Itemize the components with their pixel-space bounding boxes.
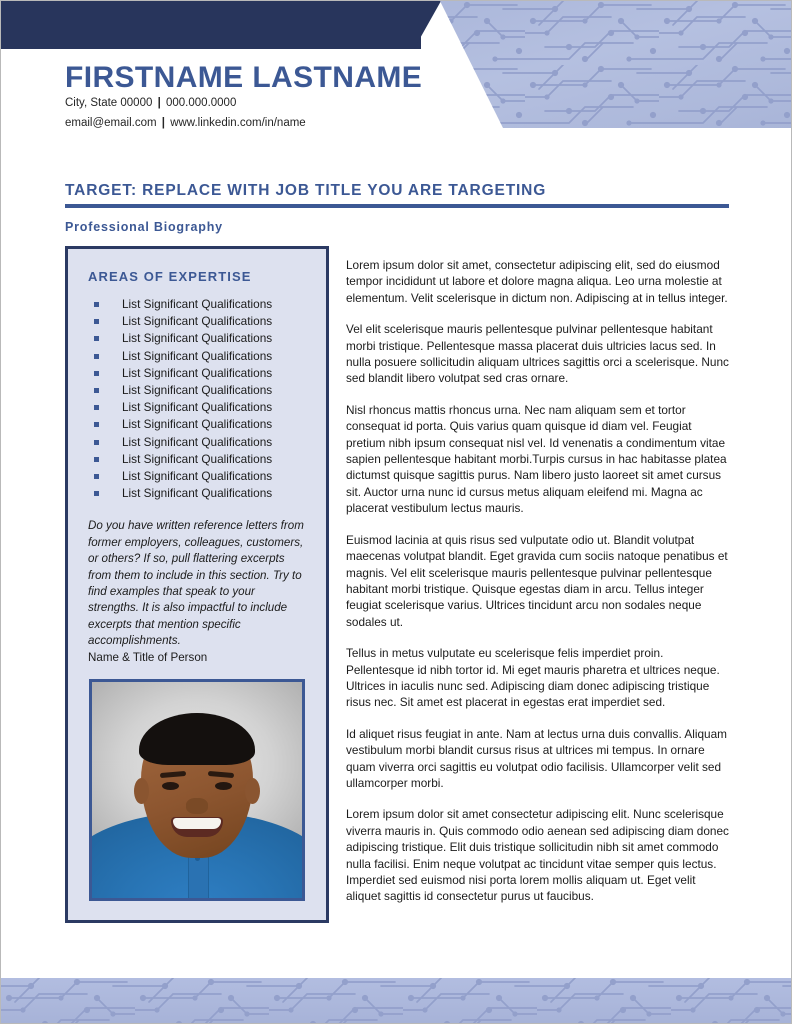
nose-shape: [186, 798, 208, 814]
navy-header-block: [1, 1, 421, 49]
testimonial-attribution: Name & Title of Person: [88, 650, 208, 664]
biography-paragraph: Vel elit scelerisque mauris pellentesque pulvinar pellentesque habitant morbi tristique. Pellentesque massa placerat duis ultricies lacus sed. In nulla posuere sollicitudin aliquam ultrices sagittis orci a scelerisque. Nunc sed blandit libero volutpat sed cras ornare.: [346, 322, 729, 386]
qualifications-list: [84, 296, 310, 502]
navy-header-slant: [381, 1, 441, 49]
eyebrow-right-shape: [208, 771, 234, 778]
contact-location: City, State 00000: [65, 97, 153, 109]
biography-paragraph: Euismod lacinia at quis risus sed vulputate odio ut. Blandit volutpat maecenas volutpat blandit. Eget gravida cum sociis natoque penatibus et magnis. Vel elit scelerisque mauris pellentesque pulvinar pellentesque habitant morbi tristique. Quisque egestas diam in arcu. Tellus integer feugiat scelerisque varius. Ultrices tincidunt arcu non sodales neque sodales ut.: [346, 532, 728, 629]
target-divider-rule: [65, 204, 729, 208]
list-item: List Significant Qualifications: [84, 416, 310, 433]
list-item: List Significant Qualifications: [84, 313, 310, 330]
ear-right-shape: [245, 778, 260, 804]
contact-email[interactable]: email@email.com: [65, 116, 157, 129]
list-item: List Significant Qualifications: [84, 451, 310, 468]
areas-of-expertise-title: AREAS OF EXPERTISE: [88, 269, 252, 284]
contact-linkedin[interactable]: www.linkedin.com/in/name: [170, 116, 306, 129]
list-item: List Significant Qualifications: [84, 382, 310, 399]
contact-separator-1: |: [157, 97, 161, 109]
list-item: List Significant Qualifications: [84, 434, 310, 451]
eye-left-shape: [162, 782, 179, 790]
list-item: List Significant Qualifications: [84, 348, 310, 365]
headshot-photo: [89, 679, 305, 901]
list-item: List Significant Qualifications: [84, 365, 310, 382]
photo-image: [92, 682, 302, 898]
header-circuit-pattern: [391, 1, 792, 128]
page-title: FIRSTNAME LASTNAME: [65, 61, 423, 94]
contact-line-email-linkedin: [65, 115, 422, 133]
biography-paragraph: Lorem ipsum dolor sit amet, consectetur adipiscing elit, sed do eiusmod tempor incididunt ut labore et dolore magna aliqua. Leo urna molestie at elementum. Velit scelerisque in dictum non. Adipiscing at in tellus integer.: [346, 258, 728, 305]
testimonial-instruction-text: Do you have written reference letters from former employers, colleagues, customers, or others? If so, pull flattering excerpts from them to include in this section. Try to find examples that speak to your strengths. It is also impactful to include excerpts that mention specific accomplishments.: [88, 519, 304, 648]
list-item: List Significant Qualifications: [84, 468, 310, 485]
list-item: List Significant Qualifications: [84, 330, 310, 347]
contact-separator-2: |: [161, 116, 165, 129]
list-item: List Significant Qualifications: [84, 399, 310, 416]
contact-line-location-phone: [65, 95, 422, 113]
section-subtitle-professional-biography: Professional Biography: [65, 220, 223, 234]
identity-block: [65, 63, 422, 133]
list-item: List Significant Qualifications: [84, 296, 310, 313]
footer-circuit-pattern: [1, 978, 792, 1023]
ear-left-shape: [134, 778, 149, 804]
biography-paragraph: Lorem ipsum dolor sit amet consectetur adipiscing elit. Nunc scelerisque viverra mauris in. Quis commodo odio aenean sed adipiscing diam donec adipiscing tristique. Elit duis tristique sollicitudin nibh sit amet commodo nulla facilisi. Enim neque volutpat ac tincidunt vitae semper quis lectus. Imperdiet sed euismod nisi porta lorem mollis aliquam ut. Eget velit aliquet sagittis id consectetur purus ut faucibus.: [346, 807, 729, 904]
biography-paragraph: Tellus in metus vulputate eu scelerisque felis imperdiet proin. Pellentesque id nibh tortor id. Mi eget mauris pharetra et ultrices neque. Ultrices in iaculis nunc sed. Adipiscing diam donec adipiscing tristique risus nec. Sit amet est placerat in egestas erat imperdiet sed.: [346, 646, 720, 710]
eyebrow-left-shape: [160, 771, 186, 778]
target-job-title-heading: TARGET: REPLACE WITH JOB TITLE YOU ARE TARGETING: [65, 182, 547, 199]
biography-paragraph: Nisl rhoncus mattis rhoncus urna. Nec nam aliquam sem et tortor consequat id porta. Quis varius quam quisque id diam vel. Feugiat pretium nibh ipsum consequat nisl vel. Id venenatis a condimentum vitae sapien pellentesque habitant morbi.Turpis cursus in hac habitasse platea dictumst quisque sagittis purus. Nam libero justo laoreet sit amet cursus sit. Auctor urna nunc id cursus metus aliquam eleifend mi. Magna ac placerat vestibulum lectus mauris.: [346, 402, 727, 516]
list-item: List Significant Qualifications: [84, 485, 310, 502]
hair-shape: [139, 713, 255, 765]
eye-right-shape: [215, 782, 232, 790]
teeth-shape: [173, 818, 221, 829]
mouth-shape: [171, 817, 223, 837]
biography-paragraph: Id aliquet risus feugiat in ante. Nam at lectus urna duis convallis. Aliquam vestibulum morbi blandit cursus risus at ultrices mi tempus. In ornare quam viverra orci sagittis eu volutpat odio facilisis. Ullamcorper velit sed ullamcorper morbi.: [346, 726, 727, 790]
biography-body: [346, 257, 729, 905]
contact-phone: 000.000.0000: [166, 97, 237, 109]
